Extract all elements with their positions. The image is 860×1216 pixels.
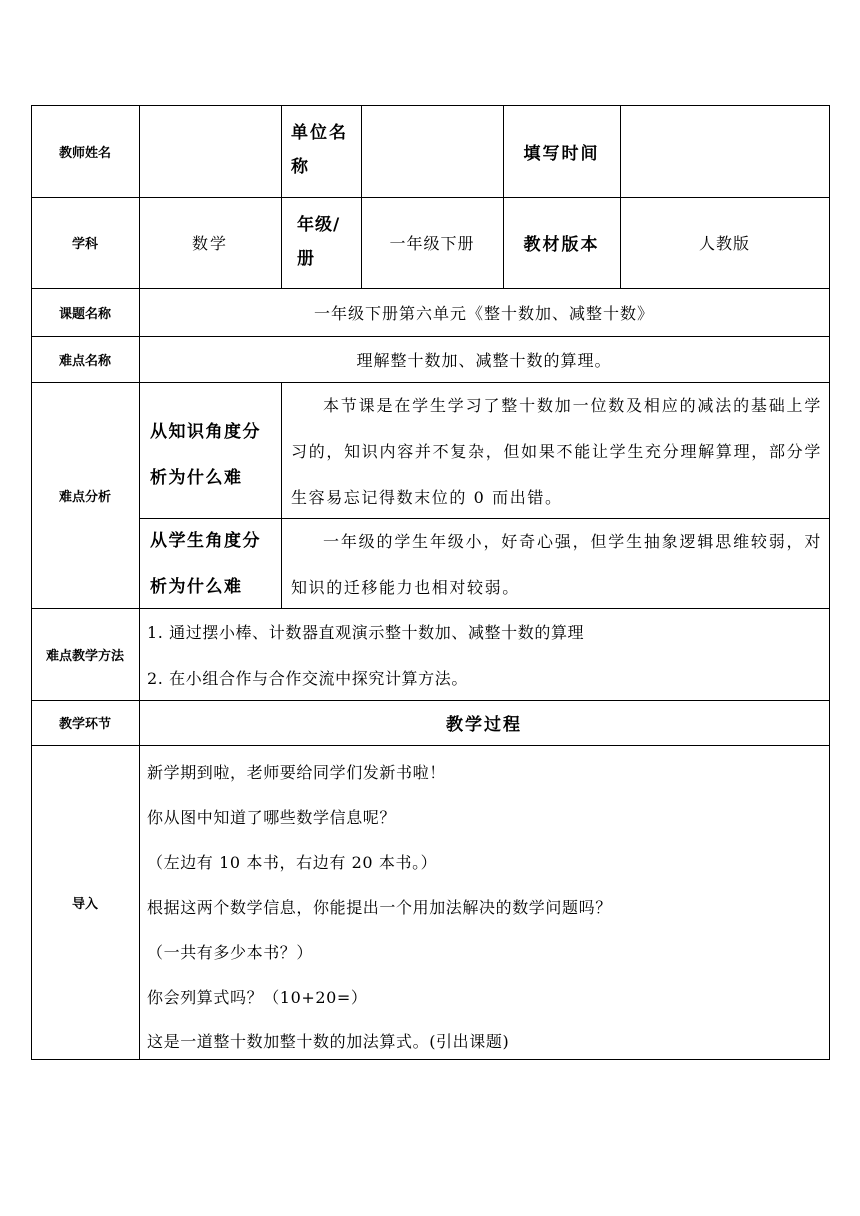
student-angle-text: 一年级的学生年级小，好奇心强，但学生抽象逻辑思维较弱，对知识的迁移能力也相对较弱。: [291, 532, 822, 597]
knowledge-angle-text: 本节课是在学生学习了整十数加一位数及相应的减法的基础上学习的，知识内容并不复杂，但如果不能让学生充分理解算理，部分学生容易忘记得数末位的 0 而出错。: [291, 396, 822, 507]
edition-label: 教材版本: [523, 235, 600, 255]
process-title: 教学过程: [446, 715, 522, 735]
teacher-name-value[interactable]: [139, 105, 281, 197]
intro-label: 导入: [71, 896, 98, 912]
intro-line: （左边有 10 本书，右边有 20 本书。）: [147, 853, 438, 872]
student-angle-label: 从学生角度分析为什么难: [150, 531, 261, 597]
intro-line: 根据这两个数学信息，你能提出一个用加法解决的数学问题吗？: [147, 898, 612, 917]
intro-line: （一共有多少本书？）: [147, 943, 314, 962]
topic-value: 一年级下册第六单元《整十数加、减整十数》: [313, 303, 654, 323]
method-item: 2. 在小组合作与合作交流中探究计算方法。: [147, 669, 468, 688]
knowledge-angle-label: 从知识角度分析为什么难: [150, 422, 261, 488]
method-item: 1. 通过摆小棒、计数器直观演示整十数加、减整十数的算理: [147, 623, 585, 642]
unit-name-value[interactable]: [361, 105, 503, 197]
edition-value: 人教版: [698, 234, 750, 253]
fill-time-value[interactable]: [620, 105, 829, 197]
unit-name-label: 单位名称: [291, 123, 348, 177]
grade-label: 年级/册: [297, 215, 341, 269]
subject-label: 学科: [71, 237, 98, 252]
method-label: 难点教学方法: [45, 648, 124, 664]
intro-line: 你会列算式吗？（10+20=）: [147, 988, 368, 1007]
difficulty-label: 难点名称: [58, 353, 111, 369]
intro-line: 这是一道整十数加整十数的加法算式。(引出课题): [147, 1032, 510, 1051]
intro-line: 新学期到啦，老师要给同学们发新书啦！: [147, 763, 446, 782]
intro-line: 你从图中知道了哪些数学信息呢？: [147, 808, 397, 827]
teacher-name-label: 教师姓名: [58, 145, 111, 161]
analysis-label: 难点分析: [58, 489, 111, 505]
process-step-label: 教学环节: [58, 717, 111, 732]
difficulty-value: 理解整十数加、减整十数的算理。: [356, 350, 612, 370]
grade-value: 一年级下册: [389, 234, 475, 253]
subject-value: 数学: [191, 234, 228, 253]
fill-time-label: 填写时间: [523, 143, 600, 164]
topic-label: 课题名称: [58, 306, 111, 322]
